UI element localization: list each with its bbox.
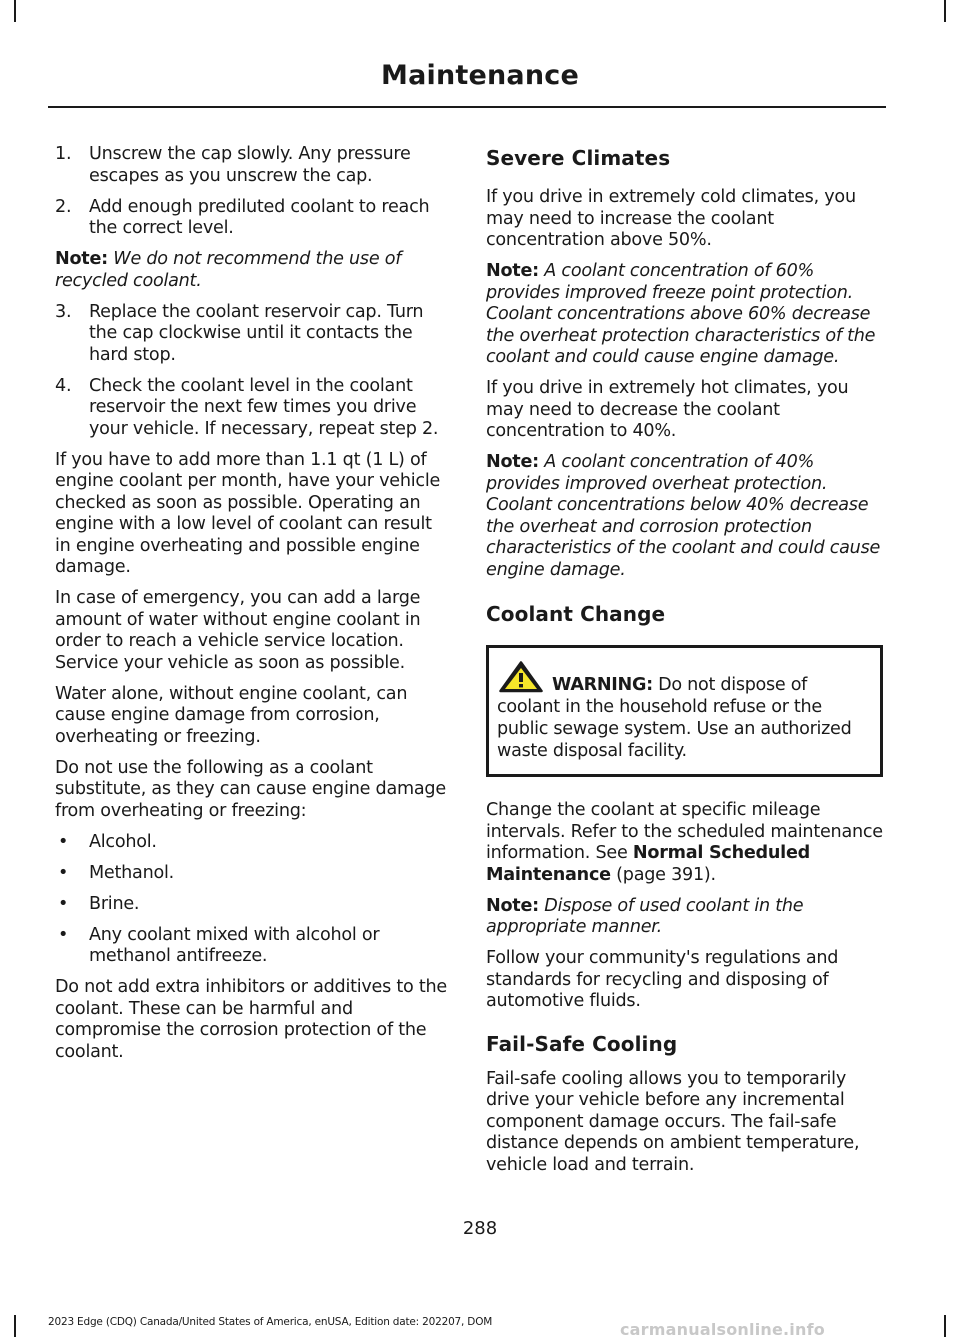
step-item (55, 376, 450, 441)
bullet-item (55, 925, 450, 968)
step-number: 4. (55, 375, 72, 396)
bullet-text: Methanol. (89, 862, 174, 883)
crop-mark-bottom-right (944, 1315, 946, 1337)
step-item (55, 144, 450, 187)
warning-label: WARNING: (552, 675, 653, 695)
paragraph-text: Change the coolant at specific mileage intervals. Refer to the scheduled maintenance information. See (486, 800, 883, 863)
note-label: Note: (486, 452, 539, 472)
bullet-marker: • (58, 831, 69, 852)
bullet-item (55, 863, 450, 885)
paragraph: In case of emergency, you can add a large amount of water without engine coolant in order to reach a vehicle service location. Service your vehicle as soon as possible. (55, 588, 421, 673)
paragraph: Do not use the following as a coolant substitute, as they can cause engine damage from overheating or freezing: (55, 757, 446, 821)
bullet-marker: • (58, 924, 69, 945)
paragraph (486, 800, 883, 886)
paragraph: If you have to add more than 1.1 qt (1 L) of engine coolant per month, have your vehicle checked as soon as possible. Operating an engine with a low level of coolant can result in engine overheating and possible engine damage. (55, 449, 441, 577)
header-divider (48, 106, 886, 108)
step-number: 2. (55, 196, 72, 217)
paragraph: Follow your community's regulations and standards for recycling and disposing of automotive fluids. (486, 948, 839, 1011)
paragraph: Water alone, without engine coolant, can cause engine damage from corrosion, overheating or freezing. (55, 683, 408, 747)
right-column (486, 144, 883, 1186)
paragraph: If you drive in extremely cold climates, you may need to increase the coolant concentration above 50%. (486, 187, 856, 250)
step-text: Unscrew the cap slowly. Any pressure escapes as you unscrew the cap. (89, 144, 411, 186)
cross-reference-link[interactable]: Normal Scheduled Maintenance (486, 843, 810, 885)
left-column (55, 144, 450, 1073)
bullet-marker: • (58, 862, 69, 883)
bullet-text: Any coolant mixed with alcohol or methanol antifreeze. (89, 924, 380, 966)
step-text: Replace the coolant reservoir cap. Turn the cap clockwise until it contacts the hard stop. (89, 301, 424, 365)
note-text: A coolant concentration of 60% provides improved freeze point protection. Coolant concentrations above 60% decrease the overheat protection characteristics of the coolant and could cause engine damage. (486, 261, 876, 367)
bullet-text: Alcohol. (89, 831, 157, 852)
step-number: 1. (55, 144, 72, 164)
note-text: Dispose of used coolant in the appropriate manner. (486, 895, 804, 937)
warning-box (486, 645, 883, 777)
paragraph: Do not add extra inhibitors or additives to the coolant. These can be harmful and compromise the corrosion protection of the coolant. (55, 977, 447, 1062)
paragraph: If you drive in extremely hot climates, you may need to decrease the coolant concentration to 40%. (486, 378, 849, 441)
step-item (55, 302, 450, 367)
note-label: Note: (486, 895, 539, 916)
bullet-item (55, 894, 450, 916)
crop-mark-top-left (14, 0, 16, 22)
page-reference: (page 391). (616, 864, 716, 885)
step-item (55, 197, 450, 240)
note-label: Note: (55, 249, 108, 269)
page-title: Maintenance (381, 60, 579, 91)
step-text: Add enough prediluted coolant to reach the correct level. (89, 196, 430, 238)
bullet-text: Brine. (89, 893, 140, 914)
watermark: carmanualsonline.info (620, 1320, 825, 1339)
step-number: 3. (55, 301, 72, 322)
note (55, 249, 450, 292)
note-text: We do not recommend the use of recycled coolant. (55, 249, 402, 291)
page-number: 288 (462, 1218, 498, 1239)
footer-edition-text: 2023 Edge (CDQ) Canada/United States of America, enUSA, Edition date: 202207, DOM (48, 1316, 493, 1328)
section-heading-severe-climates: Severe Climates (486, 146, 671, 170)
paragraph: Fail-safe cooling allows you to temporarily drive your vehicle before any incremental component damage occurs. The fail-safe distance depends on ambient temperature, vehicle load and terrain. (486, 1068, 860, 1175)
warning-icon (498, 660, 544, 693)
crop-mark-bottom-left (14, 1315, 16, 1337)
crop-mark-top-right (944, 0, 946, 22)
bullet-marker: • (58, 893, 69, 914)
note (486, 261, 883, 369)
note-label: Note: (486, 261, 539, 281)
section-heading-coolant-change: Coolant Change (486, 602, 666, 626)
note (486, 896, 883, 939)
step-text: Check the coolant level in the coolant reservoir the next few times you drive your vehicle. If necessary, repeat step 2. (89, 375, 439, 439)
note-text: A coolant concentration of 40% provides improved overheat protection. Coolant concentrations below 40% decrease the overheat and corrosion protection characteristics of the coolant and could cause engine damage. (486, 452, 881, 580)
warning-text: Do not dispose of coolant in the household refuse or the public sewage system. Use an authorized waste disposal facility. (497, 675, 852, 761)
note (486, 452, 883, 581)
bullet-item (55, 832, 450, 854)
section-heading-fail-safe-cooling: Fail-Safe Cooling (486, 1031, 678, 1056)
